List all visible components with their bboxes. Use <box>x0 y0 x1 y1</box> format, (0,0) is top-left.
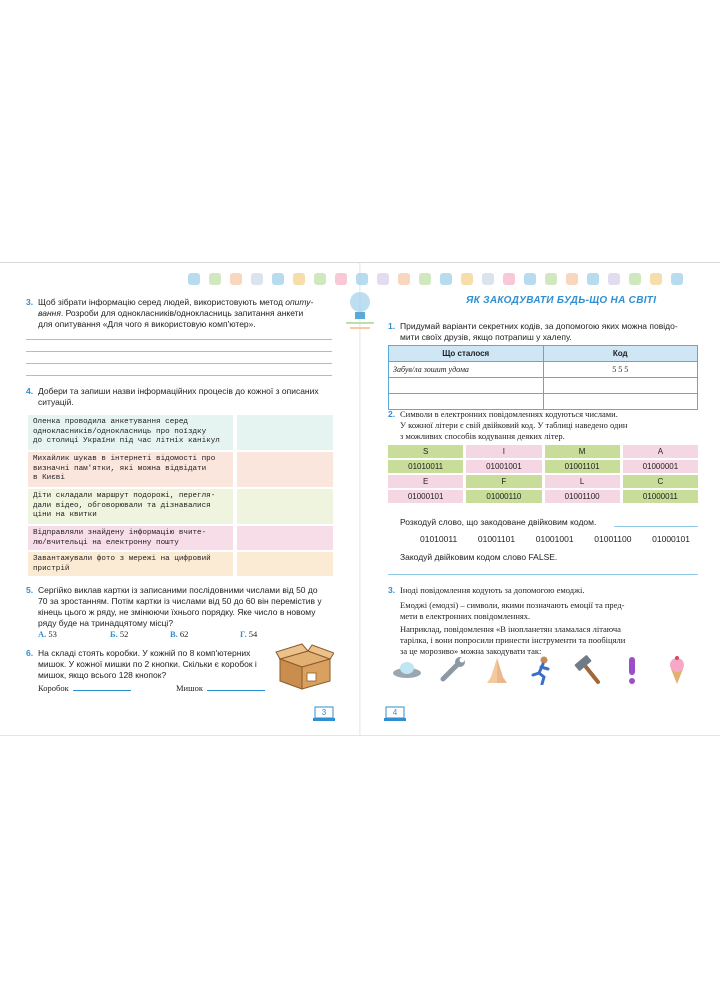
book-gutter <box>359 263 361 735</box>
option-c[interactable]: В. 62 <box>170 629 189 639</box>
answer-box[interactable] <box>237 452 333 487</box>
q1-text: Придумай варіанти секретних кодів, за допомогою яких можна повідо- мити своїх друзів, якщо потрапиш у халепу. <box>400 321 678 342</box>
q2-number: 2. <box>388 409 396 419</box>
letter-cell: E <box>388 475 463 488</box>
table-cell: 5 5 5 <box>543 362 698 378</box>
q5-number: 5. <box>26 585 34 595</box>
table-cell: Забув/ла зошит удома <box>389 362 544 378</box>
pray-hands-icon <box>482 655 512 685</box>
code-cell: 01010011 <box>388 460 463 473</box>
letter-cell: F <box>466 475 541 488</box>
q2-text: Символи в електронних повідомленнях кодуються числами. У кожної літери є свій двійковий код. У таблиці наведено один з можливих способів кодування деяких літер. <box>400 409 628 441</box>
answer-line[interactable] <box>614 526 698 527</box>
mice-field[interactable]: Мишок <box>176 683 265 694</box>
book-spread <box>0 262 720 736</box>
answer-line[interactable] <box>388 574 698 575</box>
answer-line[interactable] <box>26 375 332 376</box>
q6-text: На складі стоять коробки. У кожній по 8 комп'ютерних мишок. У кожної мишки по 2 кнопки. Скільки є коробок і мишок, якщо всього 128 кнопок? <box>38 648 257 680</box>
q4-text: Добери та запиши назви інформаційних процесів до кожної з описаних ситуацій. <box>38 386 319 407</box>
page-left <box>0 263 358 735</box>
box-icon <box>274 643 334 693</box>
answer-line[interactable] <box>26 351 332 352</box>
q3-paragraph-1: Емоджі (емодзі) – символи, якими позначають емоції та пред- мети в електронних повідомленнях. <box>400 600 625 621</box>
q3-text: Щоб зібрати інформацію серед людей, використовують метод опиту- вання. Розроби для однокласників/однокласниць запитання анкети для опитування «Для чого я використовую комп'ютер». <box>38 297 314 329</box>
q5-text: Сергійко виклав картки із записаними послідовними числами від 50 до 70 за зростанням. Потім картки із числами від 50 до 60 він перемістив у кінець цього ж ряду, не змінюючи їхнього порядку. Яке число в новому ряду буде на тринадцятому місці? <box>38 585 322 628</box>
lightbulb-icon <box>342 287 378 333</box>
letter-code-grid <box>388 445 698 503</box>
situation-row: Оленка проводила анкетування серед однокласників/однокласниць про поїздку до столиці України під час літніх канікул <box>28 415 333 450</box>
table-cell[interactable] <box>543 378 698 394</box>
code-cell: 01001101 <box>545 460 620 473</box>
situation-row: Завантажували фото з мережі на цифровий пристрій <box>28 552 333 576</box>
code-cell: 01001100 <box>545 490 620 503</box>
answer-box[interactable] <box>237 526 333 550</box>
decode-prompt: Розкодуй слово, що закодоване двійковим кодом. <box>400 517 597 527</box>
situation-row: Михайлик шукав в інтернеті відомості про визначні пам'ятки, які можна відвідати в Києві <box>28 452 333 487</box>
hammer-icon <box>572 655 602 685</box>
answer-box[interactable] <box>237 552 333 576</box>
answer-line[interactable] <box>26 339 332 340</box>
col-header-what: Що сталося <box>389 346 544 362</box>
letter-cell: S <box>388 445 463 458</box>
page-right <box>362 263 720 735</box>
option-a[interactable]: А. 53 <box>38 629 57 639</box>
page-number-badge: 4 <box>384 706 406 722</box>
situation-row: Діти складали маршрут подорожі, перегля- дали відео, обговорювали та дізнавалися ціни на квитки <box>28 489 333 524</box>
situation-row: Відправляли знайдену інформацію вчите- лю/вчительці на електронну пошту <box>28 526 333 550</box>
option-b[interactable]: Б. 52 <box>110 629 129 639</box>
code-cell: 01000011 <box>623 490 698 503</box>
code-cell: 01000101 <box>388 490 463 503</box>
running-person-icon <box>527 655 557 685</box>
letter-cell: L <box>545 475 620 488</box>
binary-word: 01010011 01001101 01001001 01001100 01000101 <box>420 534 690 544</box>
code-cell: 01001001 <box>466 460 541 473</box>
q3-intro: Іноді повідомлення кодують за допомогою емоджі. <box>400 585 585 595</box>
page-number-badge: 3 <box>313 706 335 722</box>
q3-paragraph-2: Наприклад, повідомлення «В інопланетян зламалася літаюча тарілка, і вони попросили принести інструменти та пообіцяли за це морозиво» можна закодувати так: <box>400 624 626 656</box>
code-cell: 01000001 <box>623 460 698 473</box>
letter-cell: C <box>623 475 698 488</box>
table-cell[interactable] <box>389 378 544 394</box>
letter-cell: A <box>623 445 698 458</box>
exclamation-icon <box>617 655 647 685</box>
ice-cream-icon <box>662 655 692 685</box>
q3-number: 3. <box>388 585 396 595</box>
answer-box[interactable] <box>237 489 333 524</box>
table-cell[interactable] <box>389 394 544 410</box>
col-header-code: Код <box>543 346 698 362</box>
boxes-field[interactable]: Коробок <box>38 683 131 694</box>
section-heading: ЯК ЗАКОДУВАТИ БУДЬ-ЩО НА СВІТІ <box>466 295 657 306</box>
letter-cell: M <box>545 445 620 458</box>
encode-prompt: Закодуй двійковим кодом слово FALSE. <box>400 552 558 562</box>
option-d[interactable]: Г. 54 <box>240 629 258 639</box>
q3-number: 3. <box>26 297 34 307</box>
codes-table <box>388 345 698 410</box>
answer-line[interactable] <box>26 363 332 364</box>
ufo-icon <box>392 655 422 685</box>
answer-box[interactable] <box>237 415 333 450</box>
q1-number: 1. <box>388 321 396 331</box>
q4-number: 4. <box>26 386 34 396</box>
table-cell[interactable] <box>543 394 698 410</box>
emoji-row <box>392 655 692 685</box>
wrench-icon <box>437 655 467 685</box>
code-cell: 01000110 <box>466 490 541 503</box>
q6-number: 6. <box>26 648 34 658</box>
letter-cell: I <box>466 445 541 458</box>
